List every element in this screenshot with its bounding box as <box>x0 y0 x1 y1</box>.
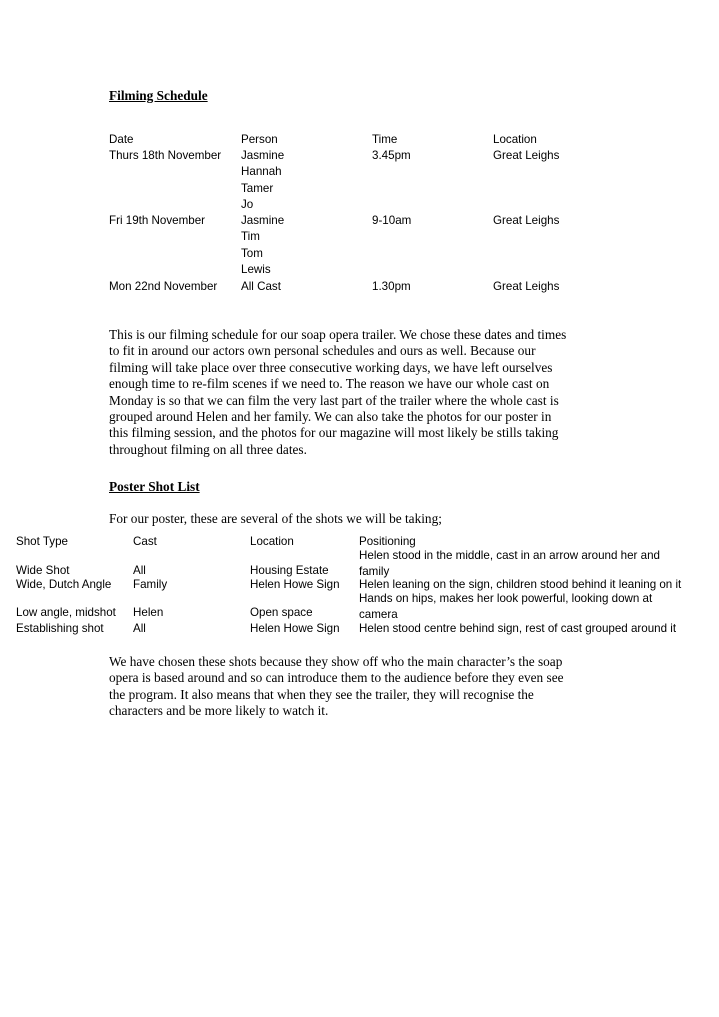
table-row-shot-type: Establishing shot <box>16 622 104 635</box>
table-row-time: 3.45pm <box>372 149 411 162</box>
table-row-date: Thurs 18th November <box>109 149 222 162</box>
table-row-location: Helen Howe Sign <box>250 578 340 591</box>
person-name: Jasmine <box>241 149 285 162</box>
positioning-line: Hands on hips, makes her look powerful, looking down at <box>359 592 653 605</box>
person-name: Tamer <box>241 181 274 195</box>
table-row-location: Great Leighs <box>493 280 560 293</box>
table-row-date: Fri 19th November <box>109 214 206 227</box>
table-row-shot-type: Wide Shot <box>16 564 70 577</box>
table-row-cast: All <box>133 622 146 635</box>
table-row-location: Great Leighs <box>493 149 560 162</box>
column-header-date: Date <box>109 133 134 146</box>
table-row-location: Housing Estate <box>250 564 329 577</box>
paragraph-line: the program. It also means that when they see the trailer, they will recognise the <box>109 686 534 702</box>
column-header-location: Location <box>493 133 537 146</box>
table-row-time: 1.30pm <box>372 280 411 293</box>
table-row-date: Mon 22nd November <box>109 280 218 293</box>
table-row-location: Great Leighs <box>493 214 560 227</box>
column-header-shot-type: Shot Type <box>16 535 68 548</box>
column-header-location: Location <box>250 535 294 548</box>
paragraph-line: We have chosen these shots because they show off who the main character’s the soap <box>109 654 563 669</box>
poster-shot-list-paragraph <box>109 654 564 720</box>
paragraph-line: to fit in around our actors own personal schedules and ours as well. Because our <box>109 343 536 359</box>
table-row-positioning <box>359 548 660 581</box>
table-row-shot-type: Low angle, midshot <box>16 606 116 619</box>
paragraph-line: this filming session, and the photos for our magazine will most likely be stills taking <box>109 425 559 441</box>
paragraph-line: characters and be more likely to watch it. <box>109 703 329 719</box>
positioning-line: camera <box>359 608 398 622</box>
table-row-location: Helen Howe Sign <box>250 622 340 635</box>
table-row-cast: Family <box>133 578 168 591</box>
table-row-positioning <box>359 591 652 624</box>
person-name: Jo <box>241 197 254 211</box>
paragraph-line: opera is based around and so can introduce them to the audience before they even see <box>109 670 564 686</box>
table-row-shot-type: Wide, Dutch Angle <box>16 578 112 591</box>
person-name: Lewis <box>241 262 271 276</box>
poster-shot-list-intro: For our poster, these are several of the shots we will be taking; <box>109 511 442 526</box>
person-name: All Cast <box>241 280 281 293</box>
column-header-positioning: Positioning <box>359 535 416 548</box>
paragraph-line: Monday is so that we can film the very last part of the trailer where the whole cast is <box>109 392 559 408</box>
positioning-line: family <box>359 565 390 579</box>
paragraph-line: enough time to re-film scenes if we need to. The reason we have our whole cast on <box>109 376 550 392</box>
paragraph-line: filming will take place over three consecutive working days, we have left ourselves <box>109 359 553 375</box>
table-row-cast: Helen <box>133 606 164 619</box>
person-name: Jasmine <box>241 214 285 227</box>
positioning-line: Helen stood in the middle, cast in an arrow around her and <box>359 549 660 562</box>
person-name: Tom <box>241 246 263 260</box>
column-header-time: Time <box>372 133 398 146</box>
filming-schedule-heading: Filming Schedule <box>109 88 208 103</box>
table-row-positioning: Helen stood centre behind sign, rest of cast grouped around it <box>359 622 677 635</box>
poster-shot-list-heading: Poster Shot List <box>109 479 200 494</box>
table-row-cast: All <box>133 564 146 577</box>
column-header-cast: Cast <box>133 535 157 548</box>
paragraph-line: grouped around Helen and her family. We can also take the photos for our poster in <box>109 409 552 425</box>
column-header-person: Person <box>241 133 278 146</box>
paragraph-line: throughout filming on all three dates. <box>109 441 307 457</box>
paragraph-line: This is our filming schedule for our soap opera trailer. We chose these dates and times <box>109 327 567 342</box>
table-row-location: Open space <box>250 606 313 619</box>
table-row-positioning: Helen leaning on the sign, children stood behind it leaning on it <box>359 578 682 591</box>
person-name: Hannah <box>241 165 282 179</box>
person-name: Tim <box>241 230 260 244</box>
table-row-time: 9-10am <box>372 214 412 227</box>
